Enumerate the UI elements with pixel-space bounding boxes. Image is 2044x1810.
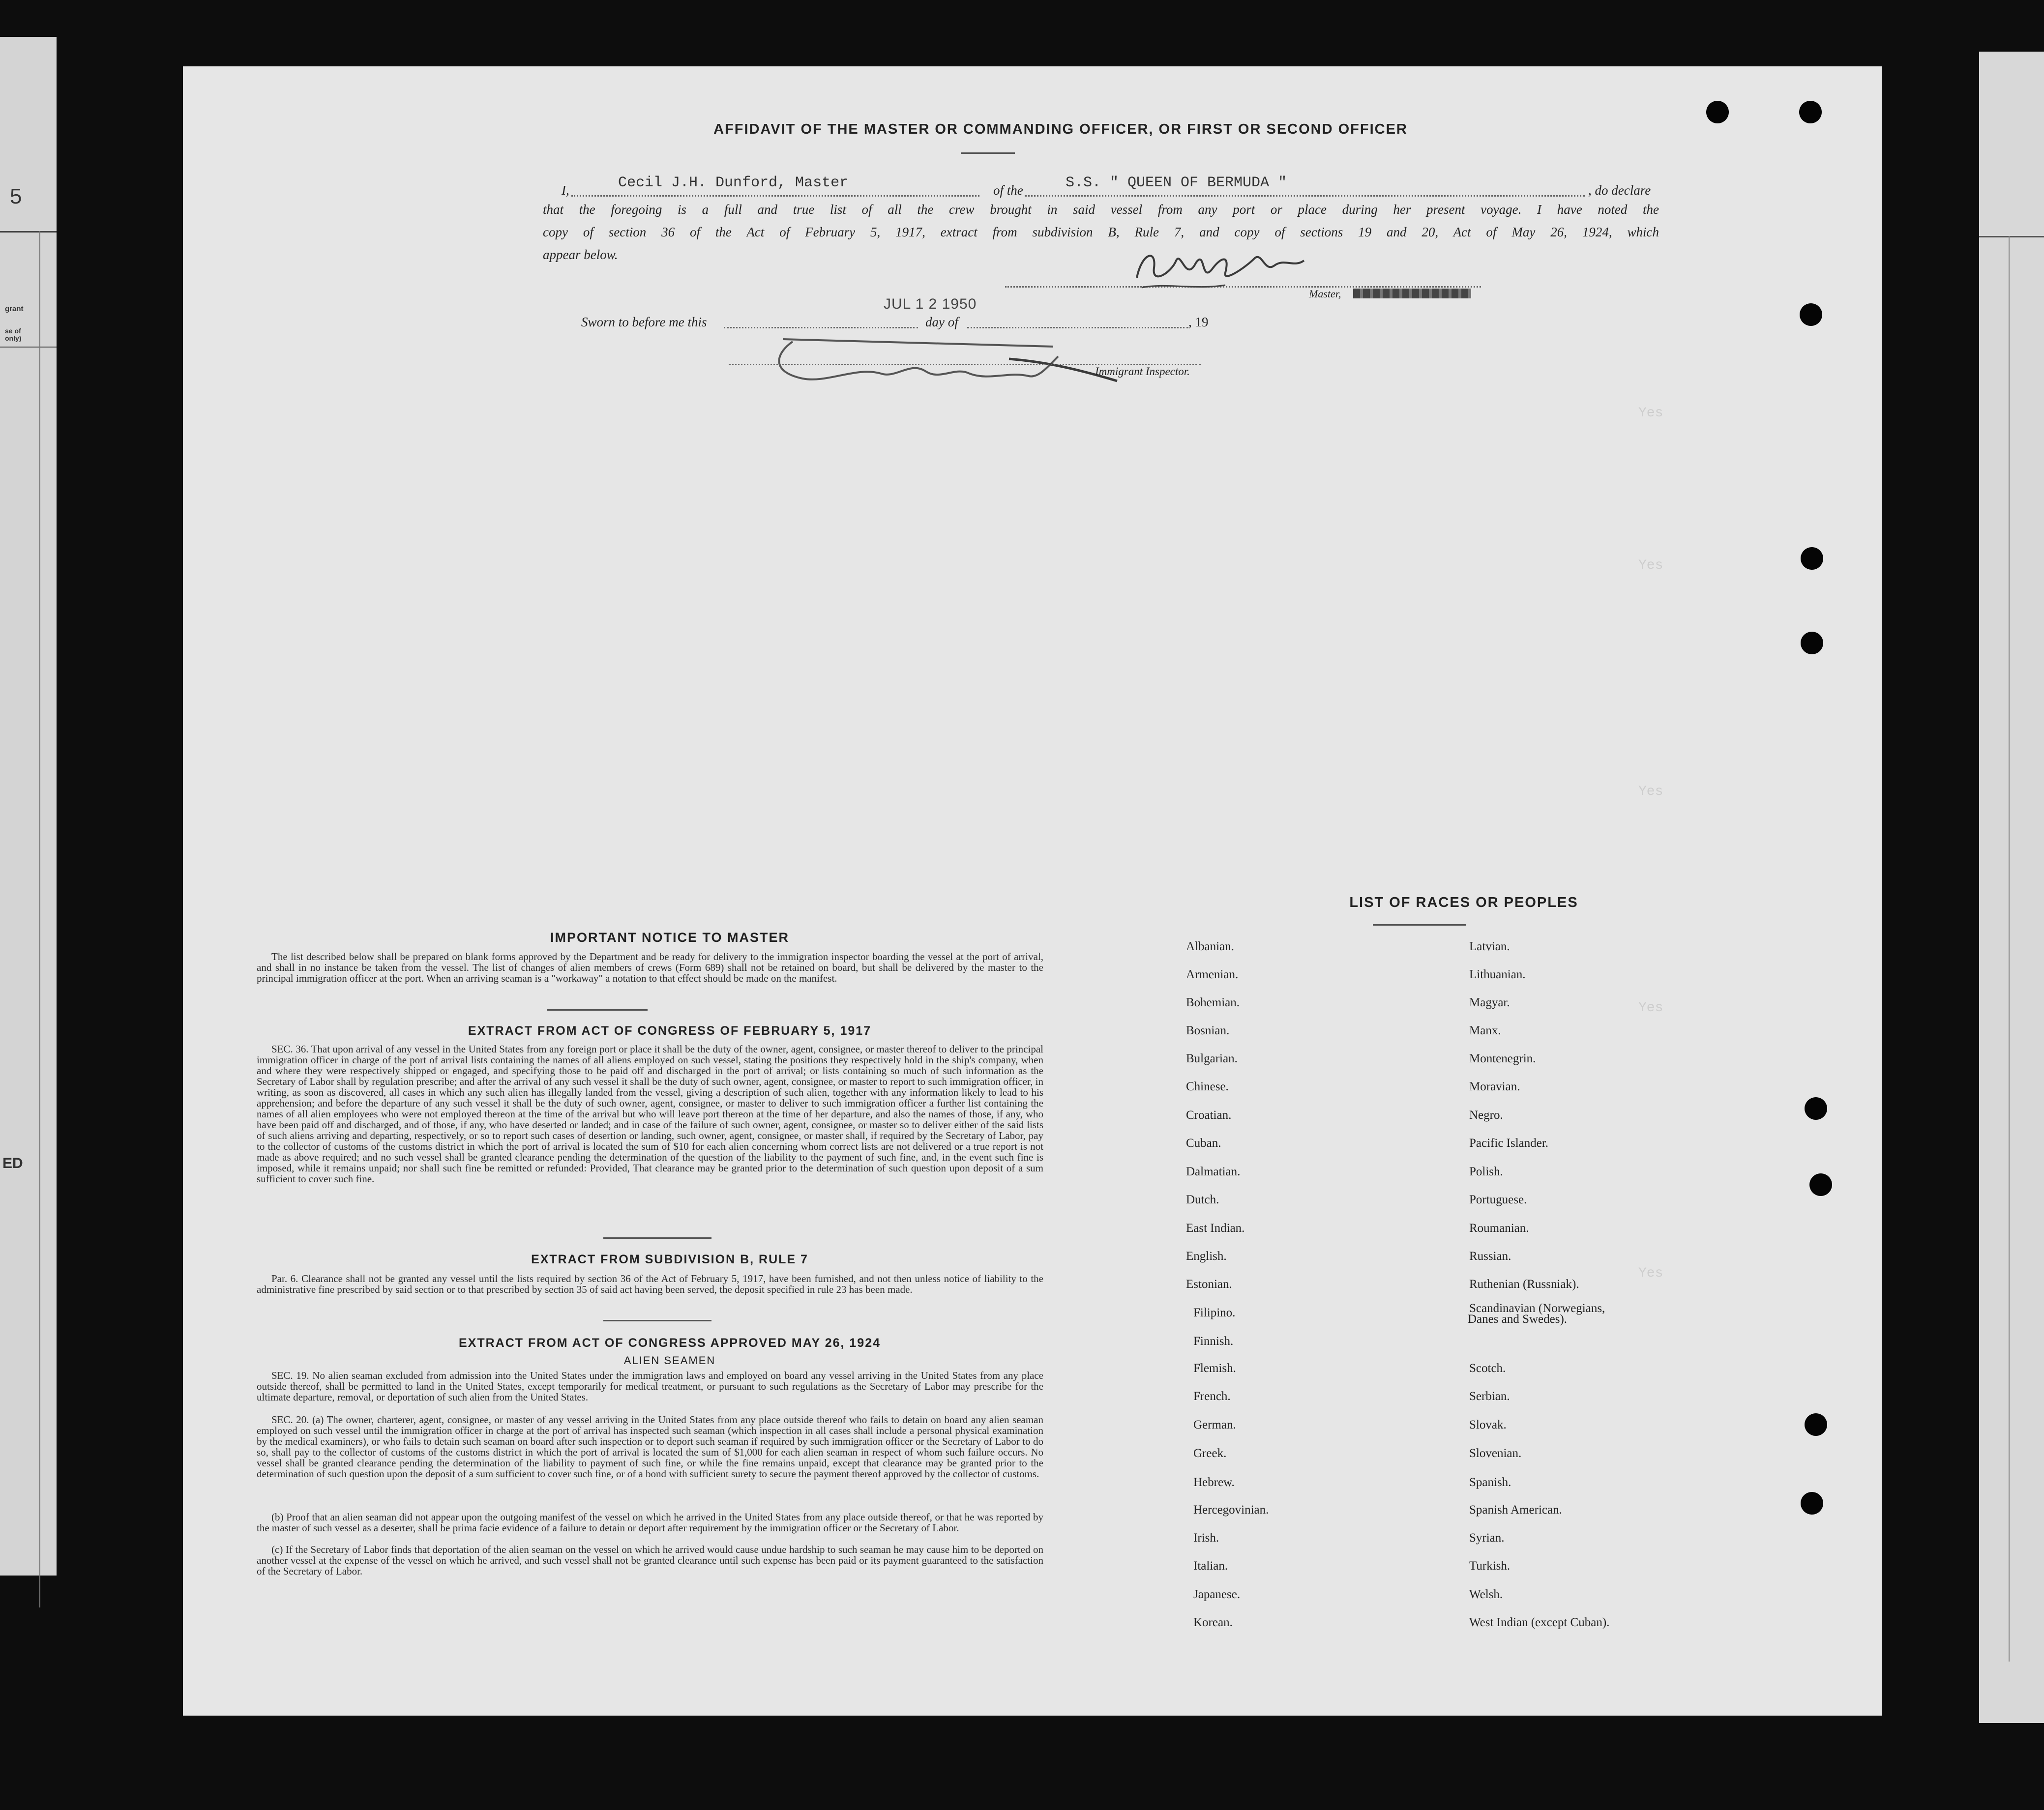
race-item: Welsh. — [1469, 1588, 1503, 1601]
race-item: Ruthenian (Russniak). — [1469, 1278, 1579, 1291]
declaration-line: appear below. — [543, 247, 618, 262]
race-item: Dutch. — [1186, 1193, 1219, 1206]
rule7-text: Par. 6. Clearance shall not be granted any vessel until the lists required by section 36 of the Act of February 5, 1917, have been furnished, and not then unless notice of liability to the administrative fine prescribed by said section or to that prescribed by section 35 of said act having been served, the deposit specified in rule 23 has been made. — [257, 1273, 1043, 1295]
left-adjacent-page — [0, 37, 57, 1576]
race-item: Danes and Swedes). — [1468, 1313, 1568, 1326]
race-item: Polish. — [1469, 1165, 1503, 1178]
race-item: Hebrew. — [1193, 1476, 1235, 1489]
extract-1917-title: EXTRACT FROM ACT OF CONGRESS OF FEBRUARY 5, 1917 — [468, 1024, 872, 1038]
sec20c-text: (c) If the Secretary of Labor finds that deportation of the alien seaman on the vessel on which he arrived would cause undue hardship to such seaman he may cause him to be deported on another vessel at the expense of the vessel on which he arrived, and such vessel shall not be granted clearance until such expense has been paid or its payment guaranteed to the satisfaction of the Secretary of Labor. — [257, 1544, 1043, 1577]
bleed-through-mark: Yes — [1638, 558, 1663, 573]
race-item: East Indian. — [1186, 1222, 1245, 1235]
left-strip-label: se of — [5, 327, 21, 335]
extract-1917-text: SEC. 36. That upon arrival of any vessel in the United States from any foreign port or place it shall be the duty of the owner, agent, consignee, or master thereof to deliver to the principal immigration officer in charge of the port of arrival lists containing the names of all aliens employed on such vessel, stating the positions they respectively hold in the ship's company, when and where they were respectively shipped or engaged, and specifying those to be paid off and discharged in the port of arrival; or lists containing so much of such information as the Secretary of Labor shall by regulation prescribe; and after the arrival of any such vessel it shall be the duty of such owner, agent, consignee, or master to report to such immigration officer, in writing, as soon as discovered, all cases in which any such alien has illegally landed from the vessel, giving a description of such alien, together with any information likely to lead to his apprehension; and before the departure of any such vessel it shall be the duty of such owner, agent, consignee, or master to deliver to such immigration officer a further list containing the names of all alien employees who were not employed thereon at the time of the arrival but who will leave port thereon at the time of her departure, and also the names of those, if any, who have been paid off and discharged, and of those, if any, who have deserted or landed; and in case of the failure of such owner, agent, consignee, or master so to deliver either of the said lists of such aliens arriving and departing, respectively, or so to report such cases of desertion or landing, such owner, agent, consignee, or master shall, if required by the Secretary of Labor, pay to the collector of customs of the customs district in which the port of arrival is located the sum of $10 for each alien concerning whom correct lists are not delivered or a true report is not made as above required; and no such vessel shall be granted clearance pending the determination of the question of the liability to the payment of such fine, and, in the event such fine is imposed, while it remains unpaid; nor shall such fine be remitted or refunded: Provided, That clearance may be granted prior to the determination of such question upon deposit of a sum sufficient to cover such fine. — [257, 1043, 1043, 1185]
race-item: Montenegrin. — [1469, 1052, 1536, 1065]
race-item: Japanese. — [1193, 1588, 1241, 1601]
race-item: West Indian (except Cuban). — [1469, 1616, 1610, 1629]
master-name-line — [571, 195, 979, 197]
race-item: Turkish. — [1469, 1559, 1511, 1573]
left-strip-rule — [0, 231, 57, 233]
binder-hole — [1809, 1173, 1832, 1196]
race-item: Pacific Islander. — [1469, 1137, 1549, 1150]
right-strip-rule — [1979, 236, 2044, 237]
struck-out-title — [1353, 289, 1471, 298]
race-item: Manx. — [1469, 1024, 1501, 1037]
race-item: Spanish. — [1469, 1476, 1511, 1489]
binder-hole — [1706, 101, 1729, 123]
race-item: Spanish American. — [1469, 1503, 1562, 1517]
alien-seamen-subtitle: ALIEN SEAMEN — [623, 1354, 716, 1367]
binder-hole — [1801, 632, 1823, 654]
right-strip-column-line — [2009, 236, 2010, 1662]
day-of-label: day of — [925, 315, 958, 329]
race-item: Negro. — [1469, 1109, 1503, 1122]
race-item: Slovak. — [1469, 1418, 1507, 1431]
notice-text: The list described below shall be prepared on blank forms approved by the Department and be ready for delivery to the immigration inspector boarding the vessel at the port of arrival, and shall in no instance be taken from the vessel. The list of changes of alien members of crews (Form 689) shall not be retained on board, but shall be delivered by the master to the principal immigration officer at the port. When an arriving seaman is a "workaway" a notation to that effect should be made on the manifest. — [257, 951, 1043, 984]
race-item: Estonian. — [1186, 1278, 1232, 1291]
binder-hole — [1801, 547, 1823, 570]
date-stamp: JUL 1 2 1950 — [884, 296, 977, 312]
master-name-value[interactable]: Cecil J.H. Dunford, Master — [618, 175, 849, 191]
race-item: Serbian. — [1469, 1390, 1510, 1403]
vessel-name-line — [1025, 195, 1585, 197]
race-item: Scandinavian (Norwegians, — [1469, 1302, 1605, 1315]
declaration-line: copy of section 36 of the Act of February 5, 1917, extract from subdivision B, Rule 7, and copy of sections 19 and 20, Act of May 26, 1924, which — [543, 225, 1659, 239]
left-strip-label: only) — [5, 334, 22, 342]
left-strip-label: grant — [5, 305, 24, 313]
left-strip-rule — [0, 347, 57, 348]
sworn-month-line — [967, 327, 1188, 328]
master-signature — [1127, 238, 1383, 292]
bleed-through-mark: Yes — [1638, 1266, 1663, 1281]
race-item: English. — [1186, 1250, 1227, 1263]
of-the-label: of the — [993, 183, 1023, 198]
inspector-label: Immigrant Inspector. — [1095, 365, 1190, 378]
race-item: Lithuanian. — [1469, 968, 1526, 981]
section-rule — [547, 1009, 648, 1011]
binder-hole — [1799, 101, 1822, 123]
year-prefix: , 19 — [1188, 315, 1209, 329]
sec20a-text: SEC. 20. (a) The owner, charterer, agent, consignee, or master of any vessel arriving in the United States from any place outside thereof who fails to detain on board any alien seaman employed on such vessel until the immigration officer in charge at the port of arrival has inspected such seaman (which inspection in all cases shall include a personal physical examination by the medical examiners), or who fails to detain such seaman on board after such inspection or to deport such seaman if required by such immigration officer or the Secretary of Labor to do so, shall pay to the collector of customs of the customs district in which the port of arrival is located the sum of $1,000 for each alien seaman in respect of whom such failure occurs. No vessel shall be granted clearance pending the determination of the liability to payment of such fine, or while the fine remains unpaid, except that clearance may be granted prior to the determination of such question upon the deposit of a sum sufficient to cover such fine, or of a bond with sufficient surety to secure the payment thereof approved by the collector of customs. — [257, 1414, 1043, 1480]
sec19-text: SEC. 19. No alien seaman excluded from admission into the United States under the immigration laws and employed on board any vessel arriving in the United States from any place outside thereof, shall be permitted to land in the United States, except temporarily for medical treatment, or pursuant to such regulations as the Secretary of Labor may prescribe for the ultimate departure, removal, or deportation of such alien from the United States. — [257, 1370, 1043, 1403]
form-sheet — [183, 66, 1882, 1716]
notice-title: IMPORTANT NOTICE TO MASTER — [550, 930, 789, 945]
race-item: Roumanian. — [1469, 1222, 1529, 1235]
rule7-title: EXTRACT FROM SUBDIVISION B, RULE 7 — [531, 1253, 808, 1266]
race-item: Cuban. — [1186, 1137, 1221, 1150]
races-rule — [1373, 924, 1466, 926]
race-item: Bohemian. — [1186, 996, 1240, 1009]
left-page-number: 5 — [10, 184, 22, 208]
race-item: Chinese. — [1186, 1080, 1229, 1093]
section-rule — [603, 1237, 711, 1239]
race-item: Croatian. — [1186, 1109, 1232, 1122]
master-label: Master, — [1309, 288, 1341, 300]
declaration-line: that the foregoing is a full and true list of all the crew brought in said vessel from any port or place during her present voyage. I have noted the — [543, 202, 1659, 217]
race-item: Moravian. — [1469, 1080, 1520, 1093]
race-item: Slovenian. — [1469, 1447, 1522, 1460]
binder-hole — [1805, 1097, 1827, 1120]
title-rule — [961, 152, 1015, 154]
race-item: Bulgarian. — [1186, 1052, 1238, 1065]
bleed-through-mark: Yes — [1638, 1000, 1663, 1016]
race-item: Hercegovinian. — [1193, 1503, 1269, 1517]
race-item: Italian. — [1193, 1559, 1228, 1573]
binder-hole — [1800, 303, 1822, 326]
race-item: Korean. — [1193, 1616, 1233, 1629]
race-item: Greek. — [1193, 1447, 1227, 1460]
declaration-text — [543, 198, 1659, 266]
bleed-through-mark: Yes — [1638, 406, 1663, 421]
race-item: German. — [1193, 1418, 1236, 1431]
race-item: Finnish. — [1193, 1335, 1234, 1348]
i-label: I, — [562, 183, 569, 198]
race-item: Russian. — [1469, 1250, 1511, 1263]
race-item: Bosnian. — [1186, 1024, 1230, 1037]
race-item: Latvian. — [1469, 940, 1510, 953]
race-item: Irish. — [1193, 1531, 1219, 1545]
sec20b-text: (b) Proof that an alien seaman did not appear upon the outgoing manifest of the vessel on which he arrived in the United States from any place outside thereof, or that he was reported by the master of such vessel as a deserter, shall be prima facie evidence of a failure to detain or deport after requirement by the immigration officer or the Secretary of Labor. — [257, 1511, 1043, 1534]
affidavit-title: AFFIDAVIT OF THE MASTER OR COMMANDING OFFICER, OR FIRST OR SECOND OFFICER — [713, 121, 1408, 137]
race-item: Armenian. — [1186, 968, 1239, 981]
race-item: Portuguese. — [1469, 1193, 1527, 1206]
race-item: Flemish. — [1193, 1362, 1236, 1375]
section-rule — [603, 1320, 711, 1321]
extract-1924-title: EXTRACT FROM ACT OF CONGRESS APPROVED MAY 26, 1924 — [458, 1336, 881, 1350]
left-strip-label: ED — [2, 1155, 23, 1171]
race-item: Albanian. — [1186, 940, 1234, 953]
race-item: Filipino. — [1193, 1306, 1236, 1319]
do-declare-label: , do declare — [1588, 183, 1651, 198]
binder-hole — [1805, 1413, 1827, 1436]
sworn-day-line — [724, 327, 918, 328]
race-item: French. — [1193, 1390, 1231, 1403]
race-item: Syrian. — [1469, 1531, 1505, 1545]
bleed-through-mark: Yes — [1638, 784, 1663, 799]
vessel-name-value[interactable]: S.S. " QUEEN OF BERMUDA " — [1066, 175, 1287, 191]
races-title: LIST OF RACES OR PEOPLES — [1349, 895, 1578, 910]
race-item: Dalmatian. — [1186, 1165, 1241, 1178]
sworn-label: Sworn to before me this — [581, 315, 707, 329]
race-item: Scotch. — [1469, 1362, 1506, 1375]
left-strip-column-line — [39, 231, 40, 1607]
binder-hole — [1801, 1492, 1823, 1515]
inspector-signature — [734, 332, 1225, 391]
race-item: Magyar. — [1469, 996, 1510, 1009]
right-adjacent-page — [1979, 52, 2044, 1723]
